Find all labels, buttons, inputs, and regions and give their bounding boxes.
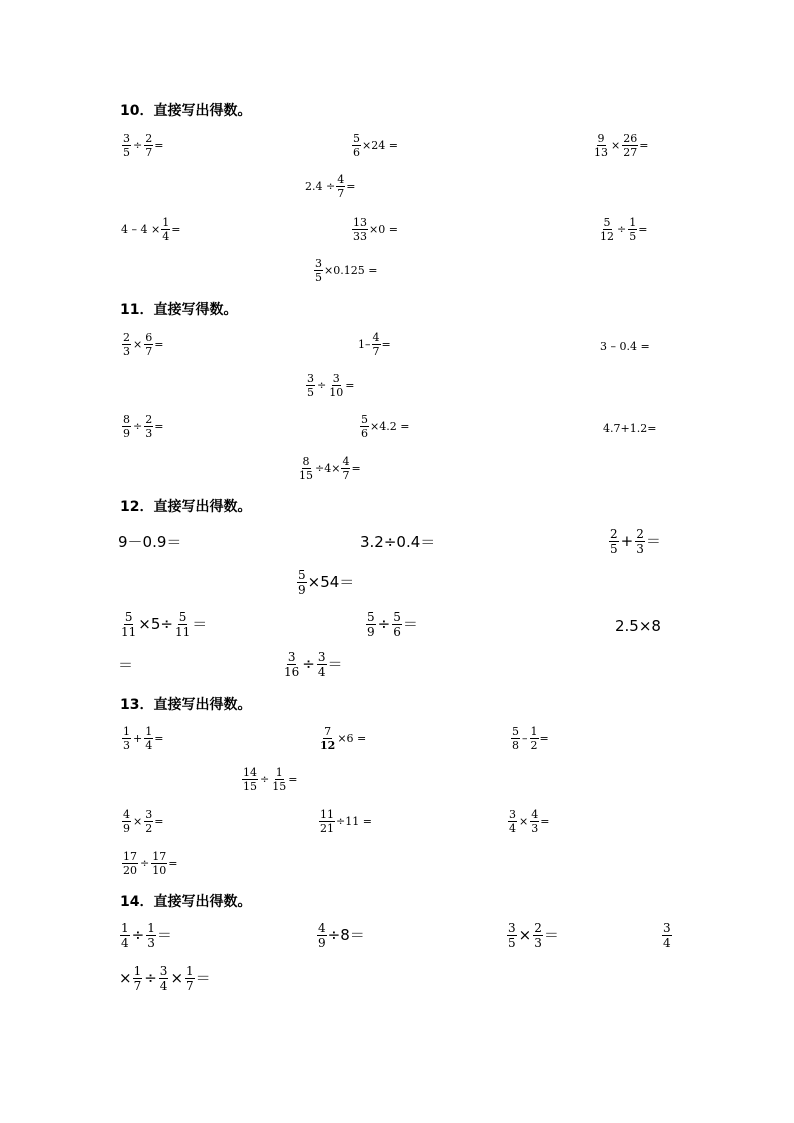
problem-10-6: $\frac{13}{33}$ ×0 =	[353, 216, 398, 243]
problem-10-2: $\frac{5}{6}$ ×24 =	[353, 132, 398, 159]
fraction: $\frac{7}{12}$	[320, 725, 336, 752]
fraction: $\frac{26}{27}$	[623, 132, 638, 159]
problem-13-8: $\frac{17}{20}$ ÷ $\frac{17}{10}$ =	[123, 850, 178, 877]
fraction: $\frac{4}{7}$	[337, 173, 345, 200]
fraction: $\frac{2}{7}$	[145, 132, 153, 159]
problem-12-7: 2.5×8	[615, 617, 661, 635]
fraction: $\frac{4}{9}$	[318, 921, 326, 950]
section-11-title: 11．直接写得数。	[120, 302, 238, 318]
problem-13-1: $\frac{1}{3}$ + $\frac{1}{4}$ =	[123, 725, 164, 752]
fraction: $\frac{4}{7}$	[372, 331, 380, 358]
fraction: $\frac{5}{6}$	[361, 413, 368, 440]
fraction: $\frac{8}{9}$	[123, 413, 130, 440]
problem-12-7-equals: ＝	[118, 656, 134, 674]
problem-13-3: $\frac{5}{8}$ – $\frac{1}{2}$ =	[512, 725, 549, 752]
problem-11-7: 4.7+1.2=	[603, 422, 657, 435]
problem-11-2: 1– $\frac{4}{7}$ =	[358, 331, 391, 358]
problem-11-8: $\frac{8}{15}$ ÷4× $\frac{4}{7}$ =	[299, 455, 361, 482]
fraction: $\frac{1}{3}$	[123, 725, 130, 752]
problem-10-1: $\frac{3}{5}$ ÷ $\frac{2}{7}$ =	[123, 132, 164, 159]
problem-10-8: $\frac{3}{5}$ ×0.125 =	[315, 257, 378, 284]
problem-11-6: $\frac{5}{6}$ ×4.2 =	[361, 413, 410, 440]
fraction: $\frac{3}{4}$	[663, 921, 671, 950]
fraction: $\frac{5}{9}$	[298, 568, 306, 597]
fraction: $\frac{1}{4}$	[162, 216, 170, 243]
problem-10-4: 2.4 ÷ $\frac{4}{7}$ =	[305, 173, 356, 200]
problem-14-3: $\frac{3}{5}$ × $\frac{2}{3}$ ＝	[508, 921, 559, 950]
fraction: $\frac{3}{5}$	[315, 257, 322, 284]
fraction: $\frac{4}{3}$	[531, 808, 539, 835]
fraction: $\frac{3}{5}$	[123, 132, 130, 159]
problem-13-6: $\frac{11}{21}$ ÷11 =	[320, 808, 372, 835]
problem-10-3: $\frac{9}{13}$ × $\frac{26}{27}$ =	[594, 132, 649, 159]
fraction: $\frac{5}{6}$	[393, 610, 401, 639]
problem-12-5: $\frac{5}{11}$ ×5÷ $\frac{5}{11}$ ＝	[121, 610, 208, 639]
fraction: $\frac{2}{3}$	[123, 331, 130, 358]
fraction: $\frac{17}{10}$	[152, 850, 167, 877]
problem-11-3: 3 – 0.4 =	[600, 340, 650, 353]
fraction: $\frac{6}{7}$	[145, 331, 153, 358]
fraction: $\frac{3}{5}$	[508, 921, 516, 950]
fraction: $\frac{3}{4}$	[509, 808, 516, 835]
fraction: $\frac{5}{9}$	[367, 610, 375, 639]
problem-13-7: $\frac{3}{4}$ × $\frac{4}{3}$ =	[509, 808, 550, 835]
fraction: $\frac{5}{8}$	[512, 725, 519, 752]
fraction: $\frac{1}{7}$	[133, 964, 142, 993]
problem-12-1: 9－0.9＝	[118, 533, 182, 551]
fraction: $\frac{2}{3}$	[636, 527, 644, 556]
section-14-title: 14．直接写出得数。	[120, 894, 252, 910]
problem-14-2: $\frac{4}{9}$ ÷8＝	[318, 921, 365, 950]
problem-11-1: $\frac{2}{3}$ × $\frac{6}{7}$ =	[123, 331, 164, 358]
problem-14-4	[661, 922, 673, 949]
fraction: $\frac{3}{4}$	[159, 964, 168, 993]
fraction: $\frac{5}{12}$	[600, 216, 614, 243]
fraction: $\frac{13}{33}$	[353, 216, 367, 243]
fraction: $\frac{17}{20}$	[123, 850, 137, 877]
fraction: $\frac{5}{11}$	[174, 610, 191, 639]
problem-12-3: $\frac{2}{5}$ + $\frac{2}{3}$ ＝	[610, 527, 661, 556]
problem-14-4-continued: × $\frac{1}{7}$ ÷ $\frac{3}{4}$ × $\frac{1}{7}$ ＝	[119, 964, 211, 993]
problem-12-6: $\frac{5}{9}$ ÷ $\frac{5}{6}$ ＝	[367, 610, 418, 639]
fraction: $\frac{1}{15}$	[272, 766, 287, 793]
fraction: $\frac{3}{2}$	[145, 808, 153, 835]
fraction: $\frac{3}{16}$	[284, 650, 300, 679]
problem-12-8: $\frac{3}{16}$ ÷ $\frac{3}{4}$ ＝	[284, 650, 343, 679]
problem-10-7: $\frac{5}{12}$ ÷ $\frac{1}{5}$ =	[600, 216, 648, 243]
fraction: $\frac{4}{9}$	[123, 808, 130, 835]
fraction: $\frac{3}{10}$	[329, 372, 344, 399]
fraction: $\frac{2}{5}$	[610, 527, 618, 556]
fraction: $\frac{1}{4}$	[145, 725, 153, 752]
section-13-title: 13．直接写出得数。	[120, 697, 252, 713]
problem-13-2: $\frac{7}{12}$ ×6 =	[320, 725, 367, 752]
fraction: $\frac{5}{6}$	[353, 132, 360, 159]
fraction: $\frac{14}{15}$	[243, 766, 257, 793]
section-12-title: 12．直接写出得数。	[120, 499, 252, 515]
problem-14-1: $\frac{1}{4}$ ÷ $\frac{1}{3}$ ＝	[121, 921, 172, 950]
fraction: $\frac{3}{5}$	[307, 372, 314, 399]
problem-11-4: $\frac{3}{5}$ ÷ $\frac{3}{10}$ =	[307, 372, 355, 399]
fraction: $\frac{1}{5}$	[629, 216, 637, 243]
problem-10-5: 4 – 4 × $\frac{1}{4}$ =	[121, 216, 181, 243]
fraction: $\frac{11}{21}$	[320, 808, 334, 835]
fraction: $\frac{2}{3}$	[145, 413, 153, 440]
fraction: $\frac{3}{4}$	[317, 650, 326, 679]
fraction: $\frac{1}{4}$	[121, 921, 129, 950]
fraction: $\frac{9}{13}$	[594, 132, 608, 159]
problem-12-2: 3.2÷0.4＝	[360, 533, 436, 551]
problem-11-5: $\frac{8}{9}$ ÷ $\frac{2}{3}$ =	[123, 413, 164, 440]
fraction: $\frac{1}{2}$	[530, 725, 538, 752]
fraction: $\frac{8}{15}$	[299, 455, 313, 482]
fraction: $\frac{5}{11}$	[121, 610, 137, 639]
problem-12-4: $\frac{5}{9}$ ×54＝	[298, 568, 355, 597]
fraction: $\frac{1}{7}$	[186, 964, 194, 993]
problem-13-4: $\frac{14}{15}$ ÷ $\frac{1}{15}$ =	[243, 766, 298, 793]
fraction: $\frac{2}{3}$	[534, 921, 542, 950]
section-10-title: 10．直接写出得数。	[120, 103, 252, 119]
fraction: $\frac{4}{7}$	[342, 455, 350, 482]
problem-13-5: $\frac{4}{9}$ × $\frac{3}{2}$ =	[123, 808, 164, 835]
fraction: $\frac{1}{3}$	[147, 921, 155, 950]
